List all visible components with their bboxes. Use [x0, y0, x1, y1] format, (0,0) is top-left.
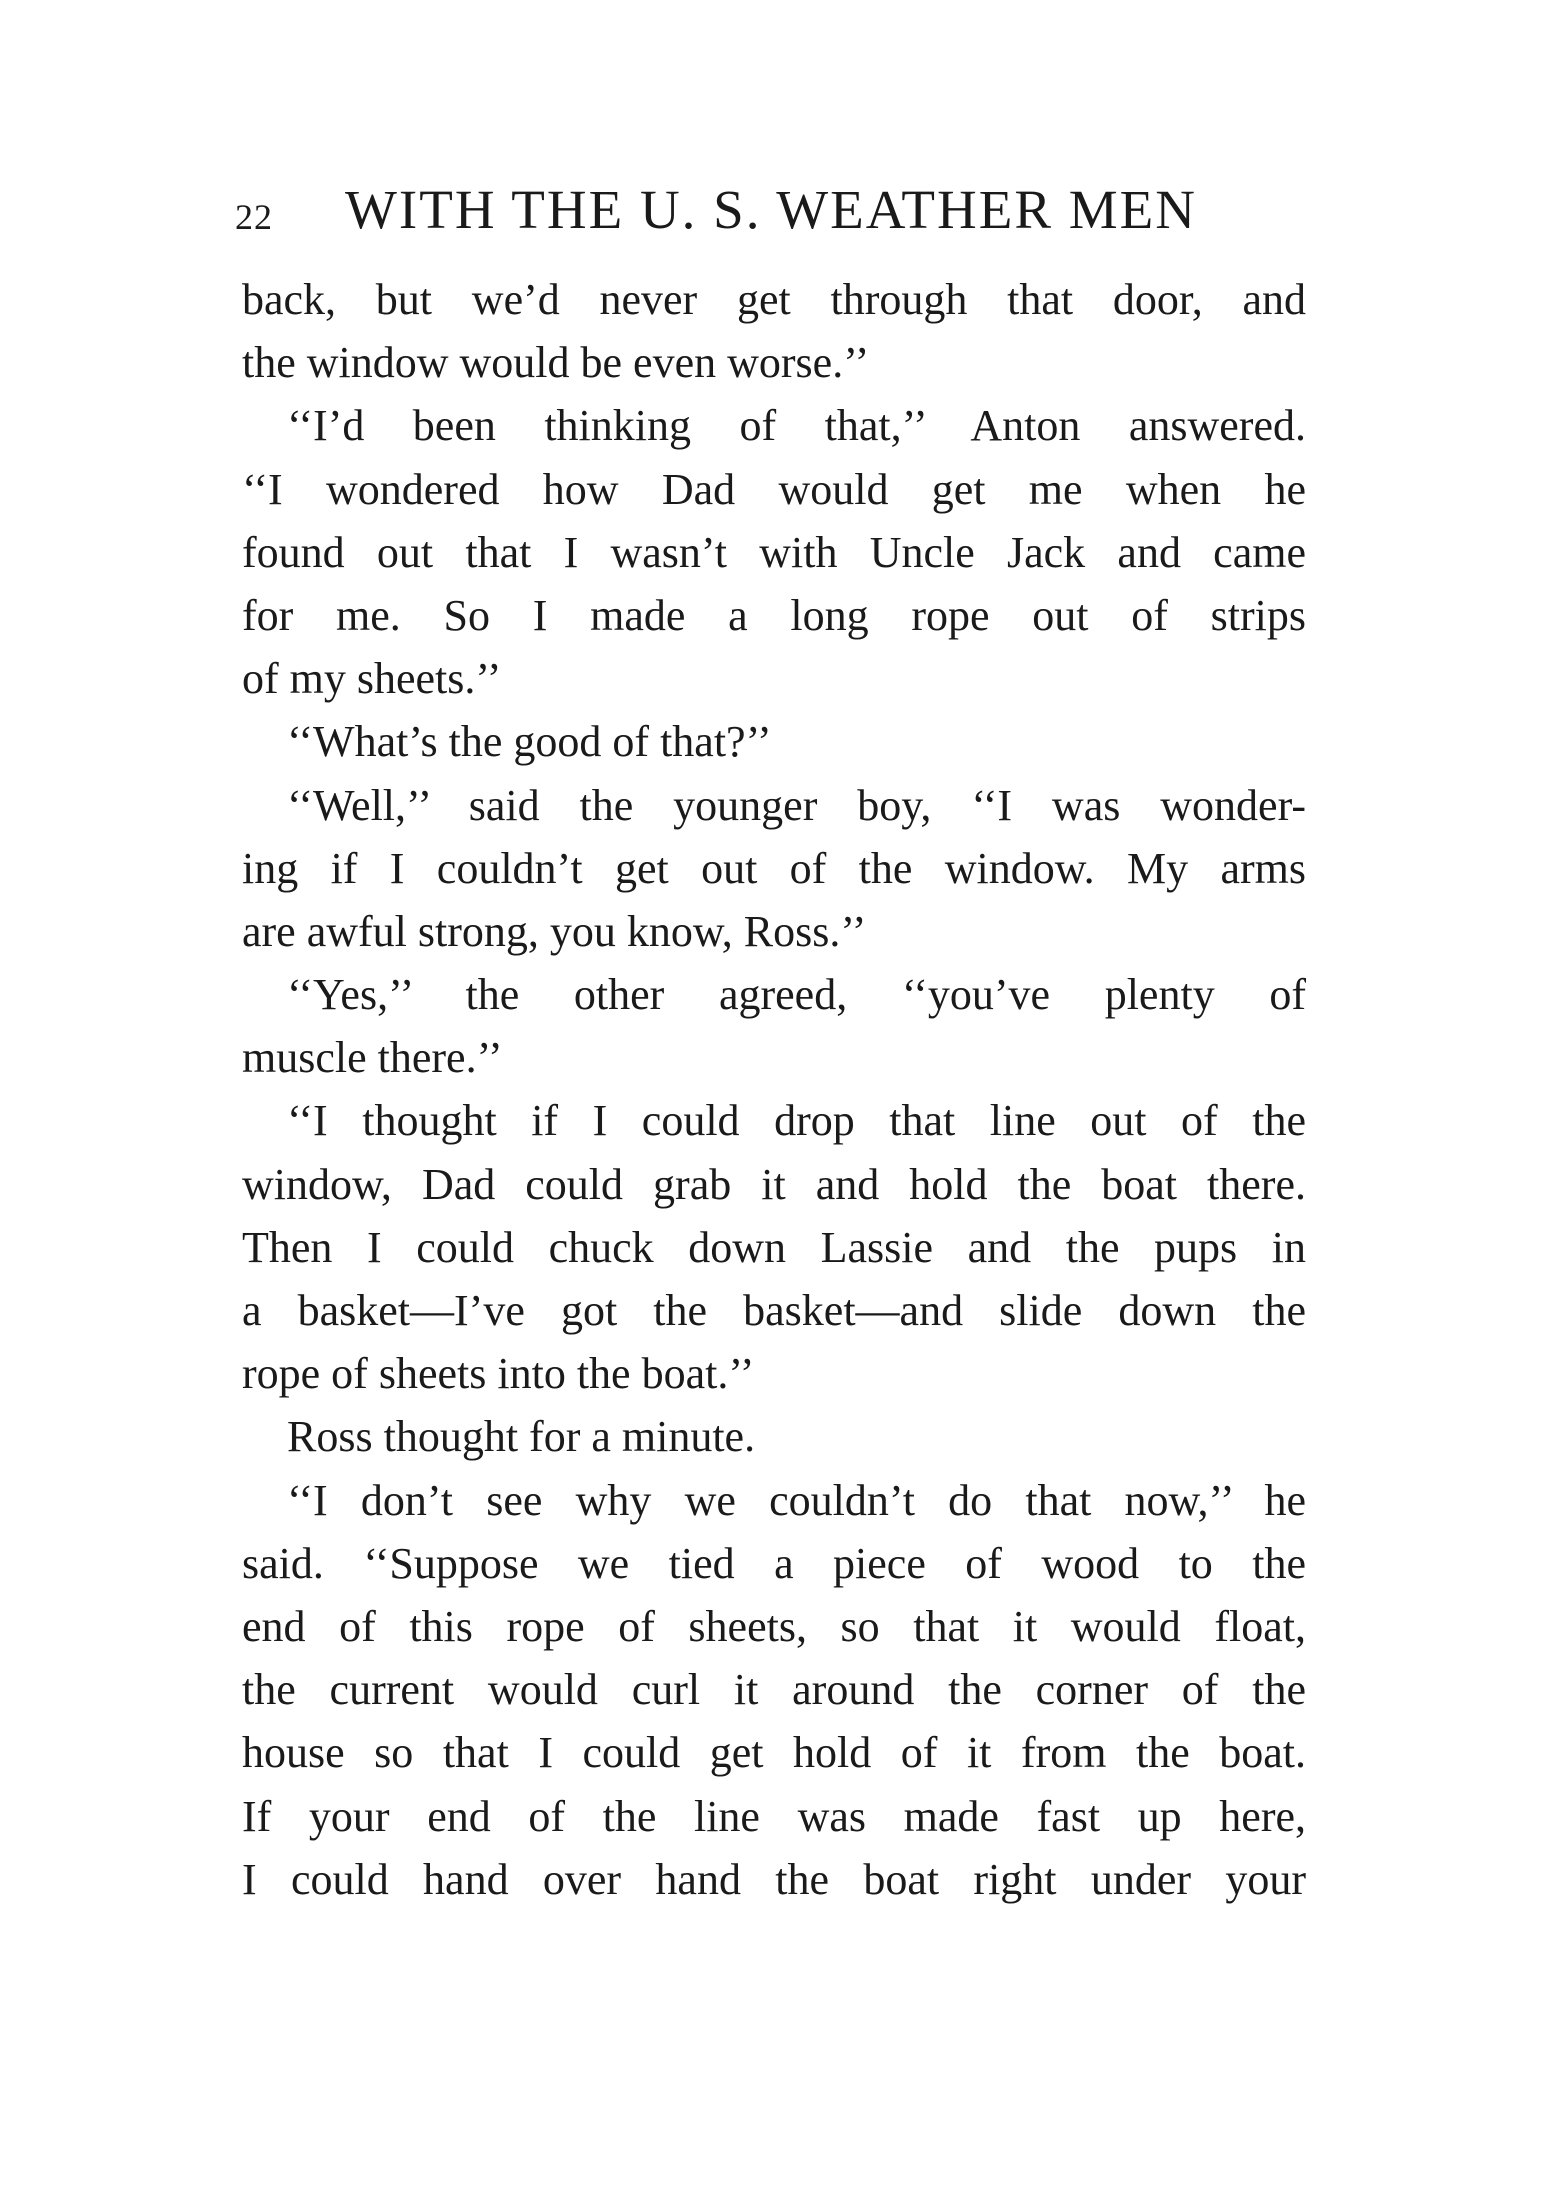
text-line: ‘‘Well,’’ said the younger boy, ‘‘I was wonder- [287, 780, 1306, 830]
text-line: are awful strong, you know, Ross.’’ [242, 906, 867, 956]
text-line: rope of sheets into the boat.’’ [242, 1349, 755, 1399]
page-header [235, 178, 1295, 248]
text-line: window, Dad could grab it and hold the boat there. [242, 1159, 1306, 1209]
text-line: muscle there.’’ [242, 1033, 503, 1083]
text-line: end of this rope of sheets, so that it would float, [242, 1601, 1306, 1651]
text-line: ‘‘I’d been thinking of that,’’ Anton answered. [287, 401, 1306, 451]
text-line: house so that I could get hold of it from the boat. [242, 1728, 1306, 1778]
text-line: ‘‘Yes,’’ the other agreed, ‘‘you’ve plenty of [287, 970, 1306, 1020]
text-line: for me. So I made a long rope out of strips [242, 590, 1306, 640]
text-line: ‘‘What’s the good of that?’’ [287, 717, 772, 767]
text-line: If your end of the line was made fast up here, [242, 1791, 1306, 1841]
text-line: Then I could chuck down Lassie and the pups in [242, 1222, 1306, 1272]
text-line: found out that I wasn’t with Uncle Jack and came [242, 527, 1306, 577]
text-line: of my sheets.’’ [242, 654, 502, 704]
text-line: a basket—I’ve got the basket—and slide down the [242, 1286, 1306, 1335]
body-text [242, 268, 1306, 1911]
text-line: ‘‘I don’t see why we couldn’t do that now,’’ he [287, 1475, 1306, 1525]
text-line: Ross thought for a minute. [287, 1412, 756, 1462]
page-number: 22 [235, 197, 273, 237]
text-line: ing if I couldn’t get out of the window. My arms [242, 843, 1306, 893]
text-line: ‘‘I thought if I could drop that line out of the [287, 1096, 1306, 1146]
text-line: I could hand over hand the boat right under your [242, 1854, 1306, 1904]
text-line: back, but we’d never get through that door, and [242, 275, 1306, 324]
text-line: said. ‘‘Suppose we tied a piece of wood to the [242, 1538, 1306, 1588]
running-title: WITH THE U. S. WEATHER MEN [345, 179, 1197, 240]
text-line: ‘‘I wondered how Dad would get me when he [242, 464, 1306, 514]
text-line: the window would be even worse.’’ [242, 338, 870, 388]
text-line: the current would curl it around the corner of the [242, 1665, 1306, 1715]
